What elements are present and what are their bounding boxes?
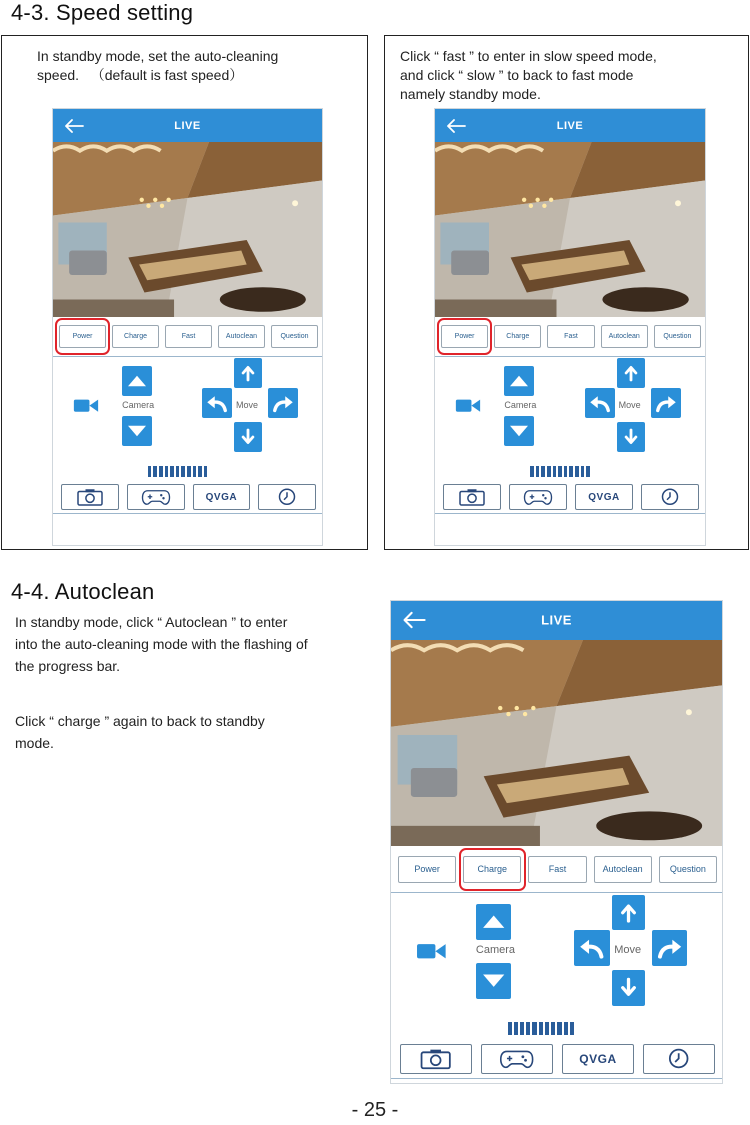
move-label: Move (236, 400, 259, 410)
divider (53, 356, 322, 357)
mode-button-fast[interactable]: Fast (547, 325, 594, 348)
text-line: In standby mode, set the auto-cleaning (37, 48, 279, 64)
progress-segment (564, 1022, 568, 1035)
progress-segment (508, 1022, 512, 1035)
rotate-right-button[interactable] (268, 388, 298, 418)
app-screen-speed-left (52, 108, 323, 546)
qvga-label: QVGA (205, 491, 238, 503)
move-backward-button[interactable] (617, 422, 645, 452)
move-forward-button[interactable] (234, 358, 262, 388)
progress-segment (551, 1022, 555, 1035)
camera-label: Camera (475, 944, 516, 957)
camera-icon (418, 1047, 453, 1071)
text-line: mode. (15, 735, 54, 751)
move-forward-button[interactable] (612, 895, 645, 930)
app-title: LIVE (556, 119, 584, 132)
mode-button-power[interactable]: Power (398, 856, 456, 883)
qvga-label: QVGA (579, 1051, 617, 1066)
autoclean-paragraph-1 (15, 611, 308, 677)
app-screen-speed-right (434, 108, 706, 546)
mode-button-question[interactable]: Question (271, 325, 318, 348)
progress-segment (564, 466, 568, 477)
camera-icon (457, 487, 487, 507)
rotate-right-button[interactable] (652, 930, 687, 965)
timer-button[interactable] (643, 1044, 714, 1075)
progress-segment (553, 466, 557, 477)
cleaning-progress-bar (508, 1022, 575, 1035)
snapshot-button[interactable] (61, 484, 119, 510)
camera-down-button[interactable] (504, 416, 534, 446)
camera-up-button[interactable] (476, 904, 511, 939)
camera-up-button[interactable] (122, 366, 152, 396)
progress-segment (187, 466, 191, 477)
camera-up-button[interactable] (504, 366, 534, 396)
mode-button-autoclean[interactable]: Autoclean (601, 325, 648, 348)
page-number: - 25 - (351, 1099, 399, 1121)
highlight-box (459, 848, 527, 892)
camera-icon (75, 487, 105, 507)
cleaning-progress-bar (530, 466, 590, 477)
progress-segment (539, 1022, 543, 1035)
speed-setting-left-text (37, 47, 278, 85)
rotate-right-button[interactable] (651, 388, 681, 418)
gamepad-button[interactable] (509, 484, 567, 510)
progress-segment (586, 466, 590, 477)
progress-segment (530, 466, 534, 477)
progress-segment (541, 466, 545, 477)
progress-segment (170, 466, 174, 477)
text-line: Click “ fast ” to enter in slow speed mode, (400, 48, 657, 64)
mode-button-power[interactable]: Power (59, 325, 106, 348)
text-line: In standby mode, click “ Autoclean ” to enter (15, 614, 288, 630)
live-camera-feed (391, 640, 722, 847)
mode-button-charge[interactable]: Charge (463, 856, 521, 883)
timer-button[interactable] (258, 484, 316, 510)
text-line: into the auto-cleaning mode with the flashing of (15, 636, 308, 652)
progress-segment (204, 466, 208, 477)
mode-button-question[interactable]: Question (654, 325, 701, 348)
gamepad-icon (499, 1047, 534, 1071)
mode-button-autoclean[interactable]: Autoclean (594, 856, 652, 883)
progress-segment (558, 466, 562, 477)
progress-segment (181, 466, 185, 477)
speed-setting-right-panel (384, 35, 749, 550)
app-title: LIVE (174, 119, 201, 132)
mode-button-question[interactable]: Question (659, 856, 717, 883)
qvga-button[interactable] (193, 484, 251, 510)
live-camera-feed (435, 142, 705, 317)
text-line: namely standby mode. (400, 86, 541, 102)
progress-segment (526, 1022, 530, 1035)
mode-button-power[interactable]: Power (441, 325, 488, 348)
text-line: the progress bar. (15, 658, 121, 674)
cleaning-progress-bar (148, 466, 208, 477)
progress-segment (520, 1022, 524, 1035)
camera-down-button[interactable] (122, 416, 152, 446)
highlight-box (55, 318, 110, 355)
progress-segment (148, 466, 152, 477)
mode-button-charge[interactable]: Charge (494, 325, 541, 348)
divider (391, 892, 722, 893)
highlight-box (437, 318, 492, 355)
rotate-left-button[interactable] (574, 930, 609, 965)
gamepad-icon (141, 487, 171, 507)
qvga-button[interactable] (575, 484, 633, 510)
move-backward-button[interactable] (612, 970, 645, 1005)
clock-icon (655, 487, 685, 507)
divider (435, 356, 705, 357)
rotate-left-button[interactable] (585, 388, 615, 418)
video-camera-icon (73, 397, 99, 415)
mode-button-autoclean[interactable]: Autoclean (218, 325, 265, 348)
progress-segment (193, 466, 197, 477)
gamepad-button[interactable] (481, 1044, 552, 1075)
divider (435, 513, 705, 514)
progress-segment (569, 466, 573, 477)
camera-label: Camera (504, 400, 537, 410)
snapshot-button[interactable] (443, 484, 501, 510)
section-title-speed-setting: 4-3. Speed setting (11, 0, 194, 25)
text-line: Click “ charge ” again to back to standby (15, 713, 265, 729)
clock-icon (272, 487, 302, 507)
move-forward-button[interactable] (617, 358, 645, 388)
progress-segment (575, 466, 579, 477)
text-line: and click “ slow ” to back to fast mode (400, 67, 634, 83)
timer-button[interactable] (641, 484, 699, 510)
camera-label: Camera (122, 400, 155, 410)
progress-segment (545, 1022, 549, 1035)
gamepad-icon (523, 487, 553, 507)
mode-button-charge[interactable]: Charge (112, 325, 159, 348)
mode-button-fast[interactable]: Fast (165, 325, 212, 348)
clock-icon (661, 1047, 696, 1071)
video-camera-icon (416, 941, 447, 962)
progress-segment (165, 466, 169, 477)
app-header (391, 601, 722, 640)
qvga-label: QVGA (588, 491, 620, 503)
move-label: Move (618, 400, 641, 410)
app-title: LIVE (541, 612, 572, 628)
mode-button-fast[interactable]: Fast (528, 856, 586, 883)
progress-segment (547, 466, 551, 477)
app-header (53, 109, 322, 142)
progress-segment (557, 1022, 561, 1035)
app-header (435, 109, 705, 142)
camera-down-button[interactable] (476, 963, 511, 998)
divider (53, 513, 322, 514)
speed-setting-right-text (400, 47, 657, 104)
rotate-left-button[interactable] (202, 388, 232, 418)
progress-segment (153, 466, 157, 477)
move-backward-button[interactable] (234, 422, 262, 452)
text-line: speed. （default is fast speed） (37, 67, 244, 83)
progress-segment (536, 466, 540, 477)
progress-segment (514, 1022, 518, 1035)
progress-segment (198, 466, 202, 477)
section-title-autoclean: 4-4. Autoclean (11, 579, 155, 604)
progress-segment (581, 466, 585, 477)
progress-segment (176, 466, 180, 477)
qvga-button[interactable] (562, 1044, 633, 1075)
live-camera-feed (53, 142, 322, 317)
speed-setting-left-panel (1, 35, 368, 550)
autoclean-paragraph-2 (15, 710, 265, 754)
snapshot-button[interactable] (400, 1044, 471, 1075)
progress-segment (570, 1022, 574, 1035)
progress-segment (532, 1022, 536, 1035)
app-screen-autoclean (390, 600, 723, 1084)
divider (391, 1078, 722, 1079)
move-label: Move (614, 944, 642, 957)
video-camera-icon (455, 397, 481, 415)
gamepad-button[interactable] (127, 484, 185, 510)
progress-segment (159, 466, 163, 477)
